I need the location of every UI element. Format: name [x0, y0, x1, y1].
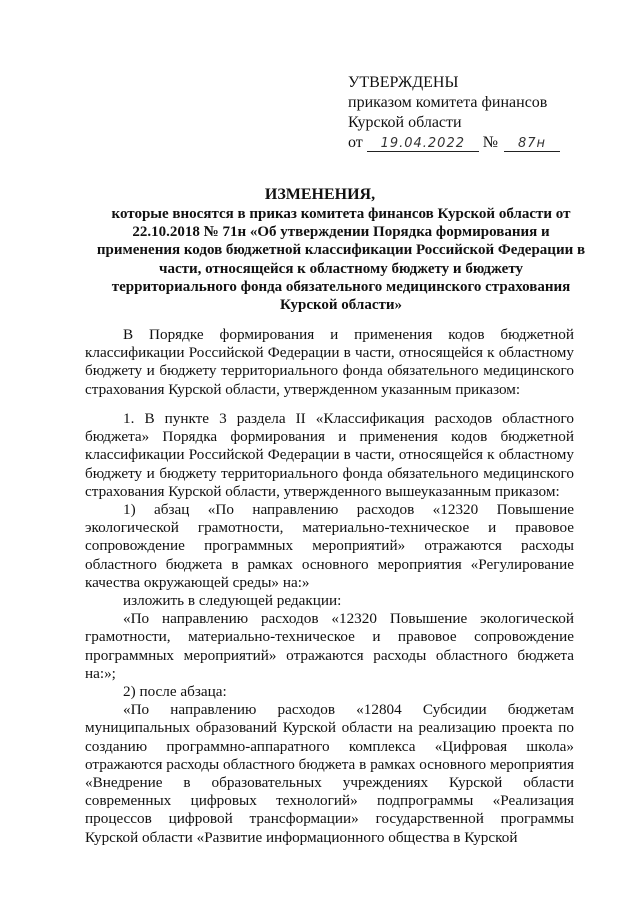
document-subtitle: которые вносятся в приказ комитета финансов Курской области от 22.10.2018 № 71н «Об утверждении Порядка формирования и применения кодов бюджетной классификации Российской Федерации в части, относящейся к областному бюджету и бюджету территориального фонда обязательного медицинского страхования Курской области»: [96, 206, 586, 314]
approval-stamp: [348, 73, 560, 153]
sub-item-2-paragraph: 2) после абзаца:: [123, 683, 227, 701]
document-title: ИЗМЕНЕНИЯ,: [264, 186, 376, 203]
approval-issuer: приказом комитета финансов: [348, 94, 548, 111]
number-prefix: №: [482, 134, 499, 151]
sub-item-1-paragraph: 1) абзац «По направлению расходов «12320 Повышение экологической грамотности, материально-техническое и правовое сопровождение программных мероприятий» отражаются расходы областного бюджета в рамках основного мероприятия «Регулирование качества окружающей среды» на:»: [85, 501, 574, 591]
intro-block: [85, 326, 574, 399]
approval-date-number-line: [348, 133, 560, 153]
date-field: [367, 135, 479, 152]
quoted-paragraph: «По направлению расходов «12804 Субсидии бюджетам муниципальных образований Курской области на реализацию проекта по созданию программно-аппаратного комплекса «Цифровая школа» отражаются расходы областного бюджета в рамках основного мероприятия «Внедрение в образовательных учреждениях Курской области современных цифровых технологий» подпрограммы «Реализация процессов цифровой трансформации» государственной программы Курской области «Развитие информационного общества в Курской: [85, 701, 574, 846]
number-field: [504, 135, 560, 152]
intro-paragraph: В Порядке формирования и применения кодов бюджетной классификации Российской Федерации в части, относящейся к областному бюджету и бюджету территориального фонда обязательного медицинского страхования Курской области, утвержденном указанным приказом:: [85, 326, 574, 398]
approval-region: Курской области: [348, 114, 462, 131]
handwritten-date: 19.04.2022: [380, 136, 465, 151]
approval-heading: УТВЕРЖДЕНЫ: [348, 74, 459, 91]
item-1-paragraph: 1. В пункте 3 раздела II «Классификация расходов областного бюджета» Порядка формирования и применения кодов бюджетной классификации Российской Федерации в части, относящейся к областному бюджету и бюджету территориального фонда обязательного медицинского страхования Курской области, утвержденного вышеуказанным приказом:: [85, 410, 574, 500]
new-wording-paragraph: «По направлению расходов «12320 Повышение экологической грамотности, материально-техническое и правовое сопровождение программных мероприятий» отражаются расходы областного бюджета на:»;: [85, 610, 574, 682]
main-block: [85, 410, 574, 847]
handwritten-number: 87н: [518, 136, 547, 151]
date-prefix: от: [348, 134, 363, 151]
restate-instruction: изложить в следующей редакции:: [123, 592, 342, 610]
